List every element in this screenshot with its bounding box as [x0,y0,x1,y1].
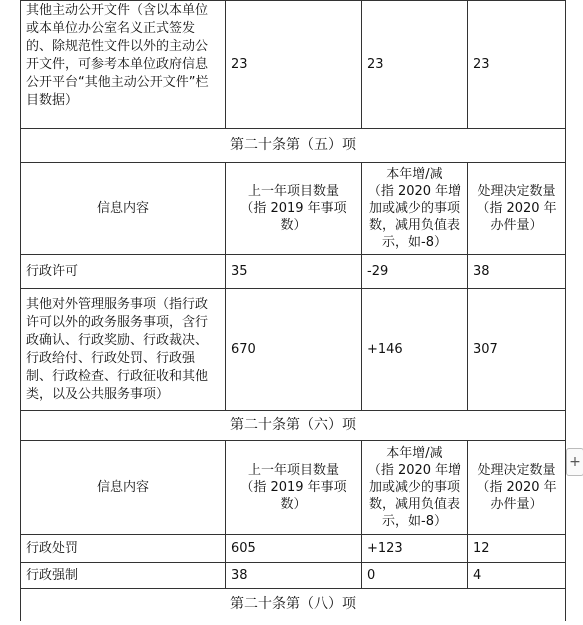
header-change: 本年增/减 （指 2020 年增加或减少的事项数，减用负值表示，如-8） [362,163,468,255]
header-info-content: 信息内容 [21,441,226,535]
section-title-row [21,589,566,621]
header-change: 本年增/减 （指 2020 年增加或减少的事项数，减用负值表示，如-8） [362,441,468,535]
cell-change: 23 [362,1,468,129]
cell-prev-year: 35 [226,255,362,289]
add-row-button[interactable] [566,448,583,476]
header-info-content: 信息内容 [21,163,226,255]
cell-change: 0 [362,563,468,589]
header-row [21,441,566,535]
header-prev-year: 上一年项目数量 （指 2019 年事项数） [226,163,362,255]
row-label: 行政许可 [21,255,226,289]
table-row [21,255,566,289]
section-title: 第二十条第（五）项 [21,129,566,163]
cell-prev-year: 670 [226,289,362,411]
cell-change: +123 [362,535,468,563]
cell-prev-year: 23 [226,1,362,129]
plus-icon: + [569,454,581,470]
cell-decisions: 307 [468,289,566,411]
document-page [20,0,565,625]
cell-decisions: 12 [468,535,566,563]
table-row [21,289,566,411]
cell-decisions: 4 [468,563,566,589]
row-label: 行政强制 [21,563,226,589]
table-row [21,1,566,129]
section-title-row [21,129,566,163]
section-title: 第二十条第（六）项 [21,411,566,441]
header-decisions: 处理决定数量 （指 2020 年办件量） [468,441,566,535]
header-decisions: 处理决定数量 （指 2020 年办件量） [468,163,566,255]
section-title-row [21,411,566,441]
cell-decisions: 23 [468,1,566,129]
row-label: 其他对外管理服务事项（指行政许可以外的政务服务事项，含行政确认、行政奖励、行政裁决、行政给付、行政处罚、行政强制、行政检查、行政征收和其他类，以及公共服务事项） [21,289,226,411]
row-label: 行政处罚 [21,535,226,563]
header-row [21,163,566,255]
cell-prev-year: 605 [226,535,362,563]
table-row [21,535,566,563]
cell-decisions: 38 [468,255,566,289]
header-prev-year: 上一年项目数量 （指 2019 年事项数） [226,441,362,535]
cell-change: +146 [362,289,468,411]
section-title: 第二十条第（八）项 [21,589,566,621]
row-label: 其他主动公开文件（含以本单位或本单位办公室名义正式签发的、除规范性文件以外的主动公开文件，可参考本单位政府信息公开平台“其他主动公开文件”栏目数据） [21,1,226,129]
cell-change: -29 [362,255,468,289]
cell-prev-year: 38 [226,563,362,589]
disclosure-table [20,0,566,621]
table-row [21,563,566,589]
